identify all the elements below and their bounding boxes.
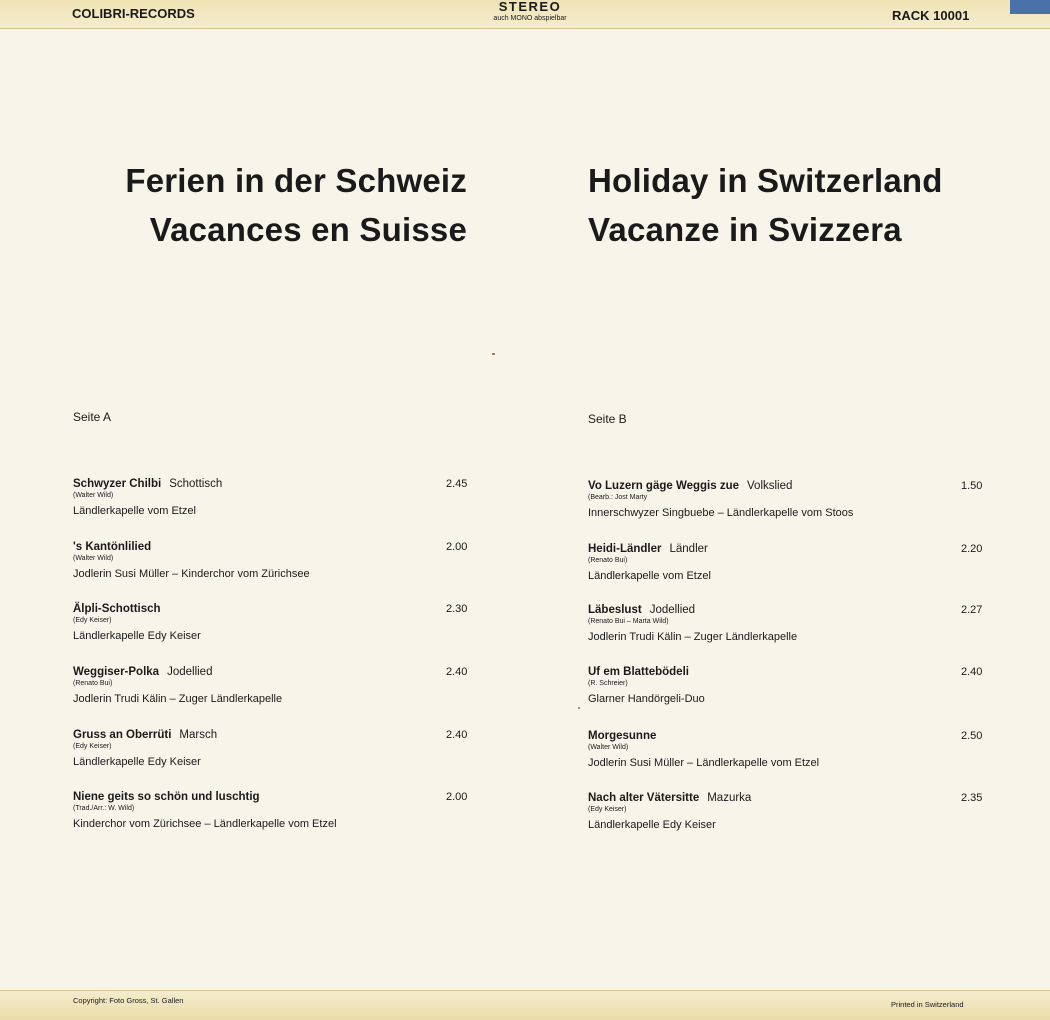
track-title-text: Uf em Blattebödeli bbox=[588, 666, 689, 678]
track-item bbox=[73, 478, 468, 534]
track-title-text: Schwyzer Chilbi bbox=[73, 478, 162, 490]
track-genre: Volkslied bbox=[747, 480, 793, 492]
track-item bbox=[588, 730, 983, 786]
track-title bbox=[588, 792, 751, 804]
brand-label: COLIBRI-RECORDS bbox=[72, 6, 195, 21]
track-genre: Marsch bbox=[179, 729, 218, 741]
track-title-text: Nach alter Vätersitte bbox=[588, 792, 700, 804]
title-english: Holiday in Switzerland bbox=[588, 162, 943, 199]
track-item bbox=[588, 792, 983, 848]
track-performer: Glarner Handörgeli-Duo bbox=[588, 693, 705, 705]
track-credit: (Edy Keiser) bbox=[73, 743, 112, 750]
title-right bbox=[588, 156, 943, 254]
track-title-text: Morgesunne bbox=[588, 730, 657, 742]
track-title-text: Läbeslust bbox=[588, 604, 642, 616]
track-credit: (Walter Wild) bbox=[588, 744, 629, 751]
track-performer: Jodlerin Trudi Kälin – Zuger Ländlerkapelle bbox=[588, 631, 798, 643]
side-b-label: Seite B bbox=[588, 412, 627, 426]
track-title-text: 's Kantönlilied bbox=[73, 541, 152, 553]
stereo-badge bbox=[470, 0, 590, 23]
track-item bbox=[73, 541, 468, 597]
track-item bbox=[588, 666, 983, 722]
track-duration: 2.00 bbox=[446, 541, 468, 553]
track-performer: Jodlerin Susi Müller – Kinderchor vom Zürichsee bbox=[73, 568, 310, 580]
track-performer: Ländlerkapelle vom Etzel bbox=[73, 505, 196, 517]
track-title bbox=[73, 666, 212, 678]
track-title bbox=[588, 480, 792, 492]
title-german: Ferien in der Schweiz bbox=[125, 162, 467, 199]
print-speck bbox=[578, 707, 580, 709]
track-title bbox=[73, 729, 217, 741]
track-duration: 1.50 bbox=[961, 480, 983, 492]
track-title bbox=[73, 791, 268, 803]
track-title-text: Gruss an Oberrüti bbox=[73, 729, 172, 741]
track-genre: Mazurka bbox=[707, 792, 752, 804]
track-credit: (Renato Bui – Marta Wild) bbox=[588, 618, 669, 625]
print-speck bbox=[492, 353, 495, 355]
track-credit: (Walter Wild) bbox=[73, 492, 114, 499]
track-title-text: Heidi-Ländler bbox=[588, 543, 662, 555]
track-item bbox=[588, 480, 983, 536]
track-duration: 2.35 bbox=[961, 792, 983, 804]
track-item bbox=[73, 791, 468, 847]
track-duration: 2.40 bbox=[446, 729, 468, 741]
catalog-number: RACK 10001 bbox=[892, 8, 970, 23]
track-title bbox=[588, 543, 708, 555]
track-title bbox=[73, 541, 159, 553]
side-a-label: Seite A bbox=[73, 410, 112, 424]
track-item bbox=[73, 603, 468, 659]
stereo-label: STEREO bbox=[498, 0, 562, 14]
track-duration: 2.20 bbox=[961, 543, 983, 555]
track-credit: (Walter Wild) bbox=[73, 555, 114, 562]
track-duration: 2.40 bbox=[961, 666, 983, 678]
printed-note: Printed in Switzerland bbox=[891, 1000, 964, 1009]
track-performer: Innerschwyzer Singbuebe – Ländlerkapelle vom Stoos bbox=[588, 507, 854, 519]
track-credit: (Edy Keiser) bbox=[73, 617, 112, 624]
track-item bbox=[73, 729, 468, 785]
track-title bbox=[588, 604, 695, 616]
title-french: Vacances en Suisse bbox=[149, 211, 467, 248]
sleeve-edge bbox=[1010, 0, 1050, 14]
track-credit: (Renato Bui) bbox=[73, 680, 113, 687]
track-genre: Ländler bbox=[669, 543, 708, 555]
track-title bbox=[73, 603, 169, 615]
track-duration: 2.50 bbox=[961, 730, 983, 742]
track-item bbox=[588, 604, 983, 660]
track-performer: Ländlerkapelle Edy Keiser bbox=[73, 756, 201, 768]
track-credit: (Renato Bui) bbox=[588, 557, 628, 564]
track-genre: Jodellied bbox=[167, 666, 213, 678]
track-credit: (Bearb.: Jost Marty bbox=[588, 494, 648, 501]
track-title bbox=[588, 730, 664, 742]
title-italian: Vacanze in Svizzera bbox=[588, 211, 902, 248]
track-title-text: Niene geits so schön und luschtig bbox=[73, 791, 260, 803]
track-performer: Kinderchor vom Zürichsee – Ländlerkapelle vom Etzel bbox=[73, 818, 337, 830]
track-title bbox=[588, 666, 697, 678]
track-credit: (R. Schreier) bbox=[588, 680, 628, 687]
track-performer: Ländlerkapelle Edy Keiser bbox=[73, 630, 201, 642]
track-title bbox=[73, 478, 222, 490]
track-duration: 2.27 bbox=[961, 604, 983, 616]
mono-note: auch MONO abspielbar bbox=[493, 15, 567, 22]
track-title-text: Älpli-Schottisch bbox=[73, 603, 161, 615]
track-duration: 2.40 bbox=[446, 666, 468, 678]
track-performer: Ländlerkapelle Edy Keiser bbox=[588, 819, 716, 831]
track-performer: Jodlerin Susi Müller – Ländlerkapelle vom Etzel bbox=[588, 757, 820, 769]
track-genre: Jodellied bbox=[649, 604, 696, 616]
track-title-text: Vo Luzern gäge Weggis zue bbox=[588, 480, 740, 492]
track-credit: (Trad./Arr.: W. Wild) bbox=[73, 805, 135, 812]
track-performer: Ländlerkapelle vom Etzel bbox=[588, 570, 711, 582]
track-item bbox=[588, 543, 983, 599]
track-item bbox=[73, 666, 468, 722]
track-genre: Schottisch bbox=[169, 478, 223, 490]
track-duration: 2.45 bbox=[446, 478, 468, 490]
track-duration: 2.00 bbox=[446, 791, 468, 803]
title-left bbox=[125, 156, 467, 254]
copyright-note: Copyright: Foto Gross, St. Gallen bbox=[73, 996, 184, 1005]
track-title-text: Weggiser-Polka bbox=[73, 666, 160, 678]
track-performer: Jodlerin Trudi Kälin – Zuger Ländlerkapelle bbox=[73, 693, 283, 705]
track-credit: (Edy Keiser) bbox=[588, 806, 627, 813]
track-duration: 2.30 bbox=[446, 603, 468, 615]
